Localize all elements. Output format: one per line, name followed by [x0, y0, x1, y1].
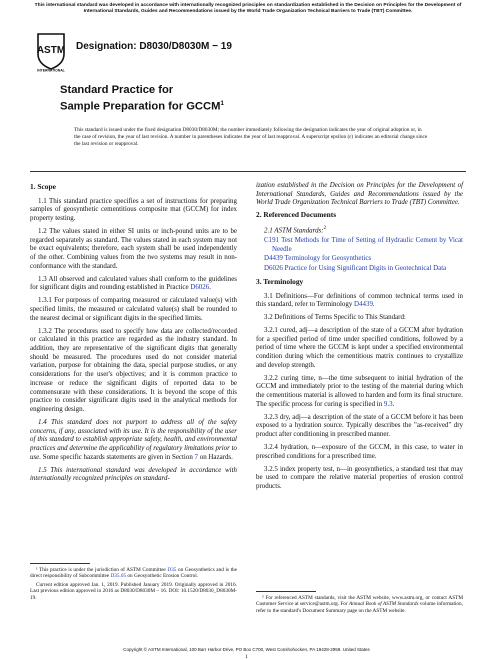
paragraph-3-2: 3.2 Definitions of Terms Specific to This Standard: — [264, 313, 406, 322]
footnote-1: ¹ This practice is under the jurisdiction of ASTM Committee D35 on Geosynthetics and is the direct responsibility of Subcommittee D35.05 on Geosynthetic Erosion Control. — [30, 567, 237, 580]
right-column — [256, 181, 463, 495]
section-heading-referenced-documents: 2. Referenced Documents — [256, 210, 337, 220]
paragraph-1-3-2: 1.3.2 The procedures used to specify how data are collected/recorded or calculated in this practice are regarded as the industry standard. In addition, they are representative of the significant digits that generally should be measured. The procedures used do not consider material variation, purpose for obtaining the data, special purpose studies, or any considerations for the user's objectives; and it is common practice to increase or reduce the significant digits of reported data to be commensurate with these considerations. It is beyond the scope of this practice to consider significant digits used in the analytical methods for engineering design. — [30, 326, 237, 413]
svg-text:ASTM: ASTM — [36, 45, 66, 56]
paragraph-1-3: 1.3 All observed and calculated values shall conform to the guidelines for significant digits and rounding established in Practice D6026. — [30, 274, 237, 292]
designation: Designation: D8030/D8030M − 19 — [76, 41, 232, 52]
copyright-notice: Copyright © ASTM International, 100 Barr Harbor Drive, PO Box C700, West Conshohocken, PA 19428-2959. United States — [123, 647, 370, 652]
footnote-divider-right — [256, 591, 316, 592]
footnote-current-edition: Current edition approved Jan. 1, 2019. Published January 2019. Originally approved in 2016. Last previous edition approved in 2016 as D8030/D8030M – 16. DOI: 10.1520/D8030_D8030M-19. — [30, 581, 237, 601]
link-9-3[interactable]: 9.3 — [383, 399, 393, 408]
link-d4439-term[interactable]: D4439 — [354, 300, 373, 309]
paragraph-3-2-3: 3.2.3 dry, adj—a description of the state of a GCCM before it has been exposed to a hydration source. Typically describes the "as-received" dry product after conditioning in prescribed manner. — [256, 412, 463, 439]
paragraph-3-2-1: 3.2.1 cured, adj—a description of the state of a GCCM after hydration for a specified period of time under specified conditions, followed by a period of time where the GCCM is kept under a specified environmental condition during which the cementitious matrix continues to crystallize and develop strength. — [256, 326, 463, 369]
footnotes-right — [256, 595, 463, 616]
header-divider — [30, 171, 466, 172]
title-line-2: Sample Preparation for GCCM$^1$ — [60, 100, 225, 113]
title-line-1: Standard Practice for — [60, 84, 174, 96]
reference-item: D4439 Terminology for Geosynthetics — [264, 254, 372, 263]
footnotes-left — [30, 567, 237, 603]
reference-item: D6026 Practice for Using Significant Digits in Geotechnical Data — [264, 264, 447, 273]
paragraph-3-1: 3.1 Definitions—For definitions of common technical terms used in this standard, refer to Terminology D4439. — [256, 291, 463, 309]
section-heading-terminology: 3. Terminology — [256, 276, 304, 286]
paragraph-1-2: 1.2 The values stated in either SI units or inch-pound units are to be regarded separately as standard. The values stated in each system may not be exact equivalents; therefore, each system shall be used independently of the other. Combining values from the two systems may result in non-conformance with the standard. — [30, 227, 237, 270]
logo-text: INTERNATIONAL — [37, 68, 65, 72]
link-d35[interactable]: D35 — [167, 567, 177, 573]
paragraph-1-3-1: 1.3.1 For purposes of comparing measured or calculated value(s) with specified limits, the measured or calculated value(s) shall be rounded to the nearest decimal or significant digits in the specified limits. — [30, 296, 237, 322]
paragraph-1-5: 1.5 This international standard was developed in accordance with internationally recognized principles on standard- — [30, 465, 237, 483]
top-notice: This international standard was developed in accordance with internationally recognized principles on standardization established in the Decision on Principles for the Development of International Standards, Guides and Recommendations issued by the World Trade Organization Technical Barriers to Trade (TBT) Committee. — [34, 3, 462, 15]
paragraph-3-2-4: 3.2.4 hydration, n—exposure of the GCCM, in this case, to water in prescribed conditions for a prescribed time. — [256, 443, 463, 460]
paragraph-1-1: 1.1 This standard practice specifies a set of instructions for preparing samples of geosynthetic cementitious composite mat (GCCM) for index property testing. — [30, 196, 237, 223]
link-d4439[interactable]: D4439 — [264, 254, 283, 263]
footnote-divider-left — [30, 563, 90, 564]
link-d35-05[interactable]: D35.05 — [110, 573, 127, 580]
link-c191[interactable]: C191 — [264, 236, 280, 245]
left-column — [30, 181, 237, 487]
issuance-statement: This standard is issued under the fixed designation D8030/D8030M; the number immediately following the designation indicates the year of original adoption or, in the case of revision, the year of last revision. A number in parentheses indicates the year of last reapproval. A superscript epsilon (ε) indicates an editorial change since the last revision or reapproval. — [74, 127, 428, 147]
astm-logo — [34, 32, 68, 72]
reference-list — [256, 225, 463, 273]
paragraph-1-5-continued: ization established in the Decision on Principles for the Development of International Standards, Guides and Recommendations issued by the World Trade Organization Technical Barriers to Trade (TBT) Committee. — [256, 181, 463, 207]
astm-standards-label: 2.1 ASTM Standards:$^2$ — [264, 226, 327, 235]
footnote-marker: 1 — [220, 100, 225, 107]
reference-item: C191 Test Methods for Time of Setting of Hydraulic Cement by Vicat Needle — [264, 236, 463, 253]
link-d6026[interactable]: D6026 — [190, 283, 210, 292]
link-d6026-ref[interactable]: D6026 — [264, 264, 283, 273]
page-number: 1 — [245, 654, 248, 660]
paragraph-3-2-2: 3.2.2 curing time, n—the time subsequent to initial hydration of the GCCM and immediately prior to the testing of the material during which the cementitious material is allowed to harden and form its final structure. The specific process for curing is specified in 9.3. — [256, 373, 463, 408]
document-title — [60, 84, 224, 114]
paragraph-1-4: 1.4 This standard does not purport to address all of the safety concerns, if any, associated with its use. It is the responsibility of the user of this standard to establish appropriate safety, health, and environmental practices and determine the applicability of regulatory limitations prior to use. Some specific hazards statements are given in Section 7 on Hazards. — [30, 417, 237, 461]
link-section-7[interactable]: 7 — [194, 452, 198, 461]
paragraph-3-2-5: 3.2.5 index property test, n—in geosynthetics, a standard test that may be used to compare the relative material properties of erosion control products. — [256, 464, 463, 491]
section-heading-scope: 1. Scope — [30, 182, 56, 191]
footnote-2: ² For referenced ASTM standards, visit the ASTM website, www.astm.org, or contact ASTM Customer Service at service@astm.org. For Annual Book of ASTM Standards volume information, refer to the standard's Document Summary page on the ASTM website. — [256, 595, 463, 614]
